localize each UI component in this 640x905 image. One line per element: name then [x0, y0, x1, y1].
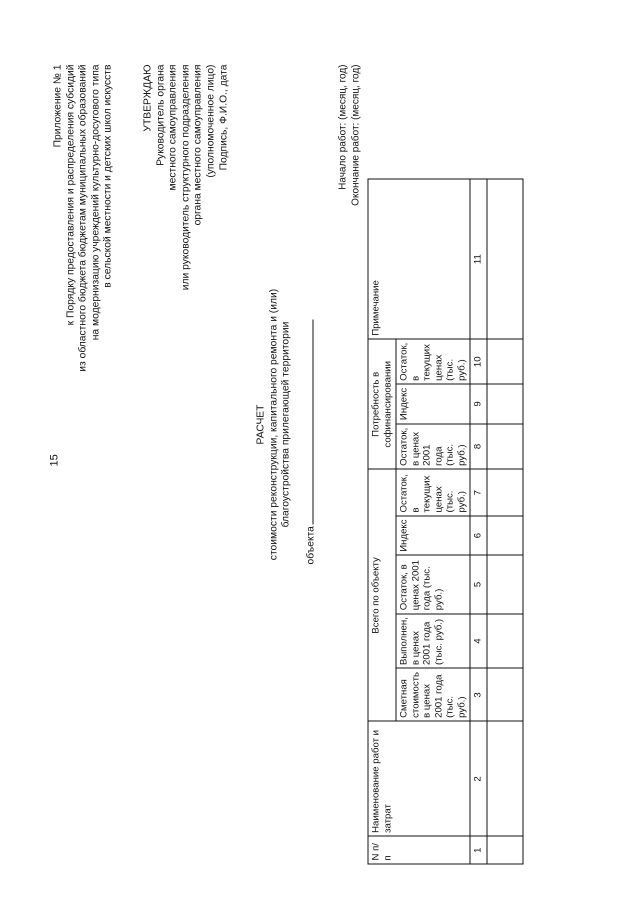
table-cell — [487, 614, 523, 669]
title-block — [256, 245, 294, 605]
header-need-group: Потребность в софинансировании — [368, 339, 396, 469]
col-number: 8 — [470, 424, 487, 470]
col-number: 2 — [470, 721, 487, 836]
empty-data-row — [487, 179, 523, 864]
approval-line: УТВЕРЖДАЮ — [142, 64, 154, 132]
col-number: 10 — [470, 339, 487, 384]
header-work-name: Наименование работ и затрат — [368, 721, 470, 836]
appendix-line: из областного бюджета бюджетам муниципальных образований — [77, 64, 89, 372]
table-cell — [487, 384, 523, 423]
approval-line: или руководитель структурного подразделения — [180, 64, 192, 291]
object-underline — [303, 319, 314, 524]
appendix-line: Приложение № 1 — [52, 64, 64, 148]
rotated-document-page — [1, 0, 640, 905]
header-completed: Выполнен, в ценах 2001 года (тыс. руб.) — [396, 614, 470, 669]
appendix-block — [53, 65, 116, 485]
table-cell — [487, 179, 523, 339]
page-number: 15 — [48, 454, 61, 467]
header-row-number: N п/п — [368, 836, 470, 864]
approval-line: Руководитель органа — [155, 64, 167, 166]
table-cell — [487, 669, 523, 722]
table-cell — [487, 339, 523, 384]
subtitle-line: стоимости реконструкции, капитального ремонта и (или) — [268, 288, 280, 561]
table-cell — [487, 555, 523, 613]
col-number: 7 — [470, 469, 487, 516]
header-need-index: Индекс — [396, 384, 470, 423]
col-number: 6 — [470, 516, 487, 555]
col-number: 11 — [470, 179, 487, 339]
subtitle-line: благоустройства прилегающей территории — [280, 321, 292, 528]
header-index: Индекс — [396, 516, 470, 555]
appendix-line: к Порядку предоставления и распределения субсидий — [65, 64, 77, 326]
object-label: объекта — [305, 526, 317, 565]
col-number: 5 — [470, 555, 487, 613]
col-number: 3 — [470, 669, 487, 722]
approval-line: местного самоуправления — [167, 64, 179, 191]
col-number: 4 — [470, 614, 487, 669]
calculation-table — [368, 179, 524, 865]
object-line — [303, 319, 317, 564]
column-number-row — [470, 179, 487, 864]
approval-line: (уполномоченное лицо) — [205, 64, 217, 178]
header-estimate-cost: Сметная стоимость в ценах 2001 года (тыс. руб.) — [396, 669, 470, 722]
dates-block — [338, 65, 363, 365]
start-date: Начало работ: (месяц, год) — [337, 64, 349, 190]
header-need-remainder-2001: Остаток, в ценах 2001 года (тыс. руб.) — [396, 424, 470, 470]
header-note: Примечание — [368, 179, 470, 339]
appendix-line: в сельской местности и детских школ искусств — [102, 64, 114, 288]
approval-block — [143, 65, 231, 385]
header-need-remainder-current: Остаток, в текущих ценах (тыс. руб.) — [396, 339, 470, 384]
header-remainder-current: Остаток, в текущих ценах (тыс. руб.) — [396, 469, 470, 516]
end-date: Окончание работ: (месяц, год) — [350, 64, 362, 206]
approval-line: Подпись, Ф.И.О., дата — [218, 64, 230, 171]
table-cell — [487, 424, 523, 470]
table-cell — [487, 469, 523, 516]
header-remainder-2001: Остаток, в ценах 2001 года (тыс. руб.) — [396, 555, 470, 613]
approval-line: органа местного самоуправления — [192, 64, 204, 226]
col-number: 1 — [470, 836, 487, 864]
header-total-group: Всего по объекту — [368, 469, 396, 721]
table-cell — [487, 721, 523, 836]
col-number: 9 — [470, 384, 487, 423]
table-cell — [487, 516, 523, 555]
table-cell — [487, 836, 523, 864]
appendix-line: на модернизацию учреждений культурно-досугового типа — [90, 64, 102, 341]
doc-title: РАСЧЕТ — [255, 404, 267, 445]
